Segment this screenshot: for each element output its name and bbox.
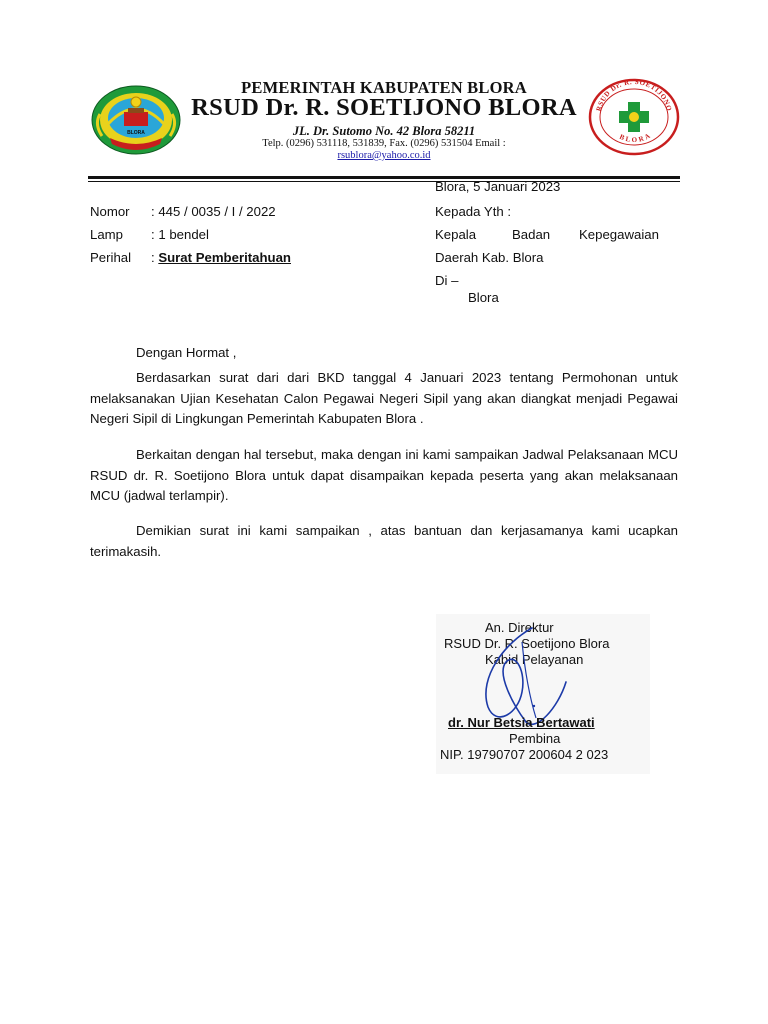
letterhead-divider-thin <box>88 181 680 182</box>
field-value-lamp: : 1 bendel <box>151 227 209 242</box>
right-logo-ring-text: RSUD Dr. R. SOETIJONO <box>594 78 674 113</box>
letterhead-email-link[interactable]: rsublora@yahoo.co.id <box>337 150 431 161</box>
letterhead-divider-thick <box>88 176 680 179</box>
body-paragraph-3: Demikian surat ini kami sampaikan , atas bantuan dan kerjasamanya kami ucapkan terimakasih. <box>90 523 678 559</box>
body-paragraph-2: Berkaitan dengan hal tersebut, maka dengan ini kami sampaikan Jadwal Pelaksanaan MCU RSUD dr. R. Soetijono Blora untuk dapat disampaikan kepada peserta yang akan melaksanaan MCU (jadwal terlampir). <box>90 447 678 503</box>
letterhead-contact: Telp. (0296) 531118, 531839, Fax. (0296) 531504 Email : <box>262 138 506 149</box>
letterhead-government: PEMERINTAH KABUPATEN BLORA <box>241 78 527 97</box>
signature-title-1: An. Direktur <box>485 620 554 635</box>
signature-title-3: Kabid Pelayanan <box>485 652 584 667</box>
recipient-line1-b: Badan <box>512 227 551 242</box>
field-value-perihal: : Surat Pemberitahuan <box>151 250 291 265</box>
recipient-line1-a: Kepala <box>435 227 477 242</box>
signatory-name: dr. Nur Betsia Bertawati <box>448 715 595 730</box>
right-logo-bottom-text: BLORA <box>618 130 654 145</box>
recipient-line2: Daerah Kab. Blora <box>435 250 544 265</box>
recipient-line1-c: Kepegawaian <box>579 227 659 242</box>
signature-title-2: RSUD Dr. R. Soetijono Blora <box>444 636 610 651</box>
signatory-nip: NIP. 19790707 200604 2 023 <box>440 747 609 762</box>
greeting: Dengan Hormat , <box>136 345 237 360</box>
body-paragraph-1: Berdasarkan surat dari dari BKD tanggal 4 Januari 2023 tentang Permohonan untuk melaksanakan Ujian Kesehatan Calon Pegawai Negeri Sipil yang akan diangkat menjadi Pegawai Negeri Sipil di Lingkungan Pemerintah Kabupaten Blora . <box>90 370 678 426</box>
field-value-nomor: : 445 / 0035 / I / 2022 <box>151 204 276 219</box>
letterhead-hospital-name: RSUD Dr. R. SOETIJONO BLORA <box>191 94 577 121</box>
signature-block <box>436 614 650 774</box>
left-logo-ribbon: BLORA <box>127 130 145 136</box>
signatory-rank: Pembina <box>509 731 561 746</box>
field-label-nomor: Nomor <box>90 204 130 219</box>
recipient-city: Blora <box>468 290 499 305</box>
letterhead-address: JL. Dr. Sutomo No. 42 Blora 58211 <box>292 124 476 138</box>
letter-date: Blora, 5 Januari 2023 <box>435 179 561 194</box>
field-label-lamp: Lamp <box>90 227 123 242</box>
field-label-perihal: Perihal <box>90 250 132 265</box>
recipient-to: Kepada Yth : <box>435 204 512 219</box>
recipient-di: Di – <box>435 273 459 288</box>
